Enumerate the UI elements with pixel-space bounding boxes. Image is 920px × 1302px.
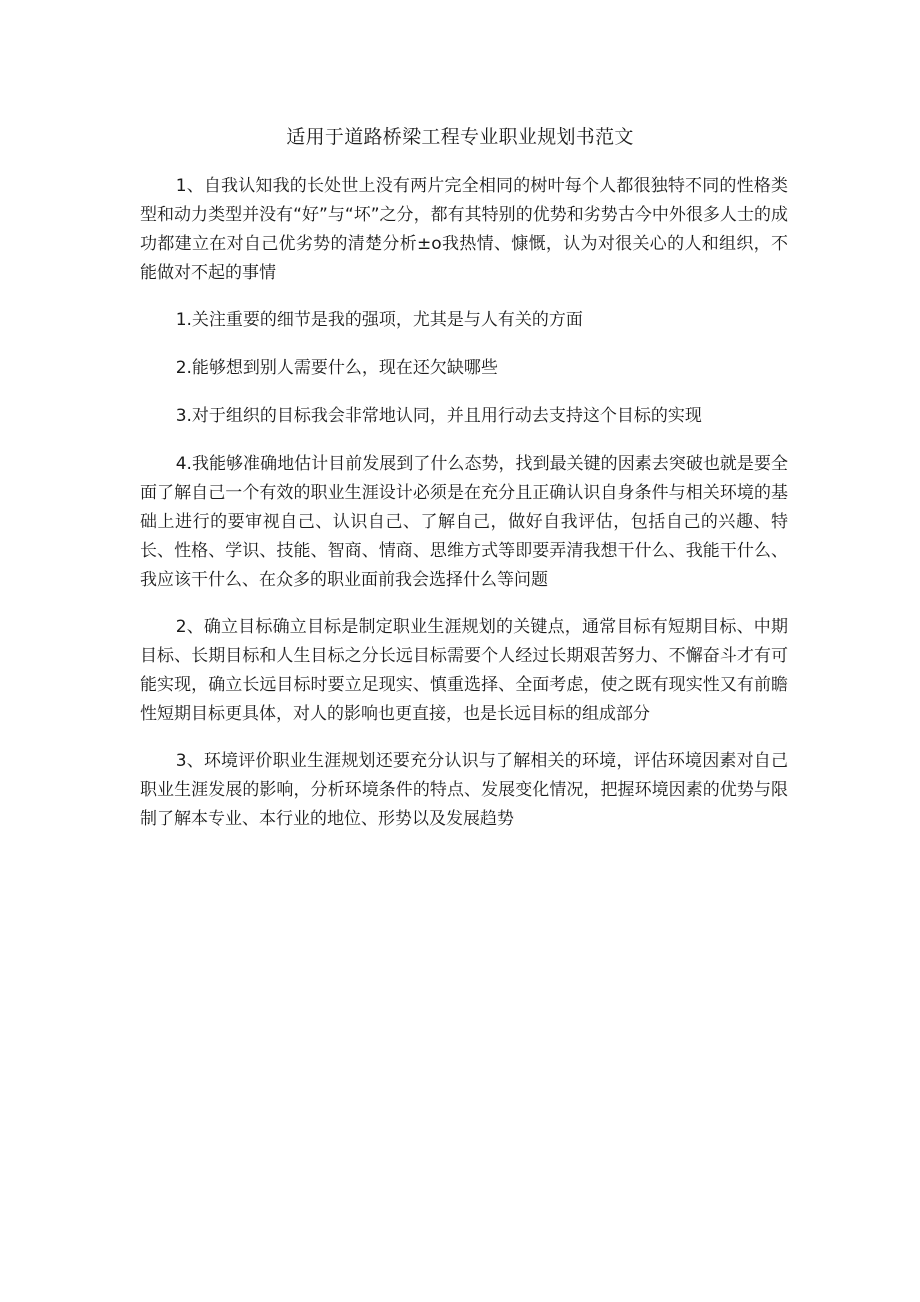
paragraph-strength-3: 3.对于组织的目标我会非常地认同，并且用行动去支持这个目标的实现 [175, 406, 702, 426]
document-body [140, 172, 788, 852]
paragraph-environment-evaluation: 3、环境评价职业生涯规划还要充分认识与了解相关的环境，评估环境因素对自己职业生涯发展的影响，分析环境条件的特点、发展变化情况，把握环境因素的优势与限制了解本专业、本行业的地位、形势以及发展趋势 [140, 751, 788, 829]
paragraph-strength-1: 1.关注重要的细节是我的强项，尤其是与人有关的方面 [175, 310, 583, 330]
paragraph-self-awareness: 1、自我认知我的长处世上没有两片完全相同的树叶每个人都很独特不同的性格类型和动力类型并没有“好”与“坏”之分，都有其特别的优势和劣势古今中外很多人士的成功都建立在对自己优劣势的清楚分析±o我热情、慷慨，认为对很关心的人和组织，不能做对不起的事情 [140, 176, 788, 283]
paragraph-strength-2: 2.能够想到别人需要什么，现在还欠缺哪些 [175, 358, 498, 378]
document-title: 适用于道路桥梁工程专业职业规划书范文 [286, 126, 634, 148]
paragraph-strength-4: 4.我能够准确地估计目前发展到了什么态势，找到最关键的因素去突破也就是要全面了解自己一个有效的职业生涯设计必须是在充分且正确认识自身条件与相关环境的基础上进行的要审视自己、认识自己、了解自己，做好自我评估，包括自己的兴趣、特长、性格、学识、技能、智商、情商、思维方式等即要弄清我想干什么、我能干什么、我应该干什么、在众多的职业面前我会选择什么等问题 [140, 454, 788, 590]
paragraph-set-goals: 2、确立目标确立目标是制定职业生涯规划的关键点，通常目标有短期目标、中期目标、长期目标和人生目标之分长远目标需要个人经过长期艰苦努力、不懈奋斗才有可能实现，确立长远目标时要立足现实、慎重选择、全面考虑，使之既有现实性又有前瞻性短期目标更具体，对人的影响也更直接，也是长远目标的组成部分 [140, 617, 788, 724]
